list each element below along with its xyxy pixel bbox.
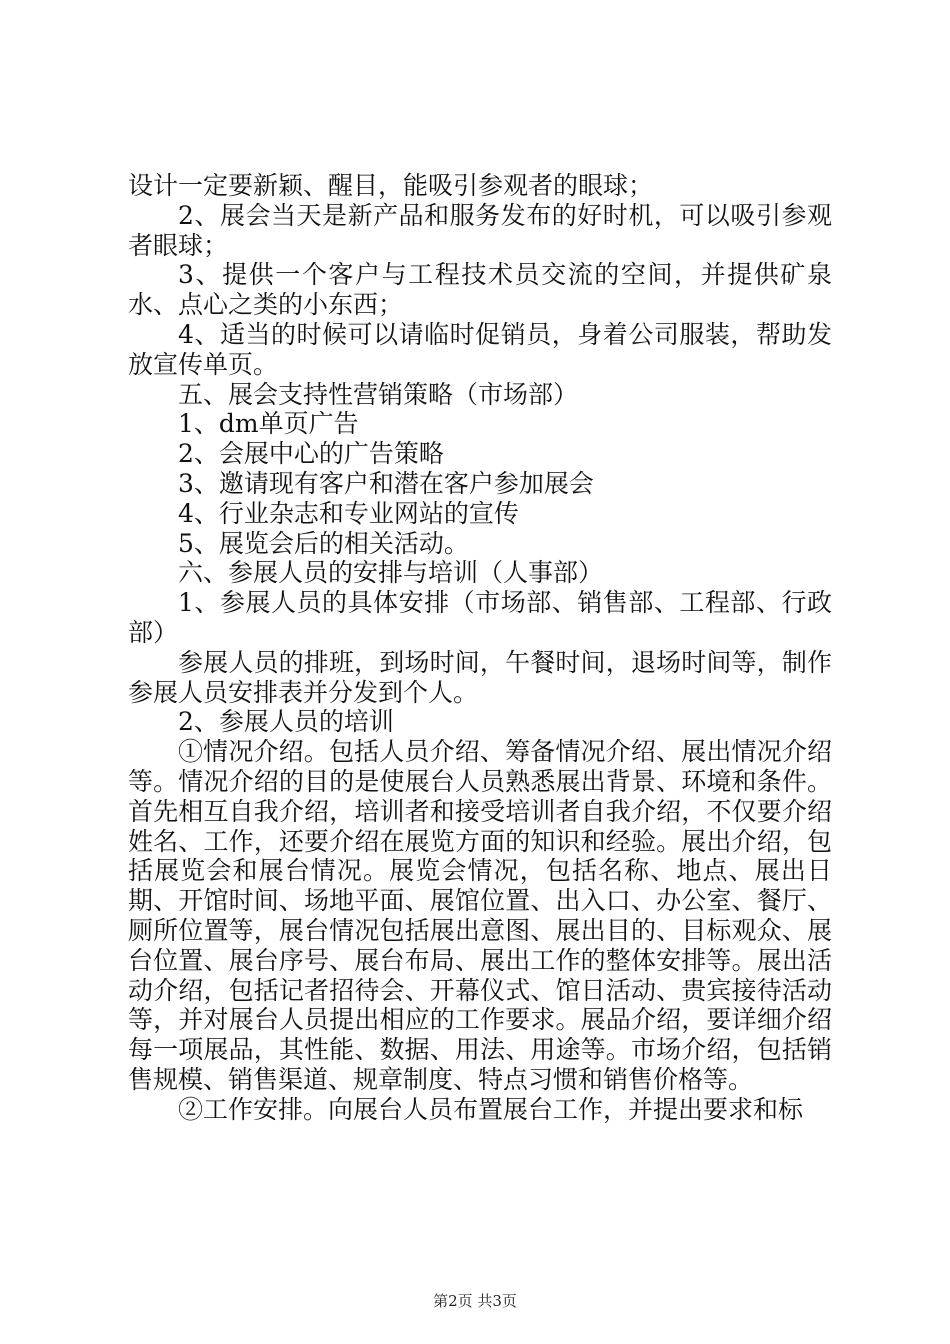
paragraph: 3、提供一个客户与工程技术员交流的空间，并提供矿泉水、点心之类的小东西； [128,260,832,320]
paragraph: 4、行业杂志和专业网站的宣传 [178,498,519,528]
paragraph: ①情况介绍。包括人员介绍、筹备情况介绍、展出情况介绍等。情况介绍的目的是使展台人员熟悉展出背景、环境和条件。首先相互自我介绍，培训者和接受培训者自我介绍，不仅要介绍姓名、工作，还要介绍在展览方面的知识和经验。展出介绍，包括展览会和展台情况。展览会情况，包括名称、地点、展出日期、开馆时间、场地平面、展馆位置、出入口、办公室、餐厅、厕所位置等，展台情况包括展出意图、展出目的、目标观众、展台位置、展台序号、展台布局、展出工作的整体安排等。展出活动介绍，包括记者招待会、开幕仪式、馆日活动、贵宾接待活动等，并对展台人员提出相应的工作要求。展品介绍，要详细介绍每一项展品，其性能、数据、用法、用途等。市场介绍，包括销售规模、销售渠道、规章制度、特点习惯和销售价格等。 [128,737,832,1094]
paragraph: 2、展会当天是新产品和服务发布的好时机，可以吸引参观者眼球； [128,200,832,260]
paragraph: 2、参展人员的培训 [178,707,394,737]
page-footer: 第2页 共3页 [433,1292,517,1310]
paragraph: 六、参展人员的安排与培训（人事部） [178,558,604,588]
paragraph: 4、适当的时候可以请临时促销员，身着公司服装，帮助发放宣传单页。 [128,319,832,379]
paragraph: 设计一定要新颖、醒目，能吸引参观者的眼球； [128,171,654,200]
paragraph: 1、dm单页广告 [178,409,359,439]
paragraph: 2、会展中心的广告策略 [178,439,444,469]
paragraph: 五、展会支持性营销策略（市场部） [178,379,579,409]
paragraph: 参展人员的排班，到场时间，午餐时间，退场时间等，制作参展人员安排表并分发到个人。 [128,647,832,707]
paragraph: 5、展览会后的相关活动。 [178,528,469,558]
paragraph: ②工作安排。向展台人员布置展台工作，并提出要求和标 [178,1094,804,1124]
paragraph: 1、参展人员的具体安排（市场部、销售部、工程部、行政部） [128,588,832,647]
paragraph: 3、邀请现有客户和潜在客户参加展会 [178,468,594,498]
document-body [128,171,832,1125]
